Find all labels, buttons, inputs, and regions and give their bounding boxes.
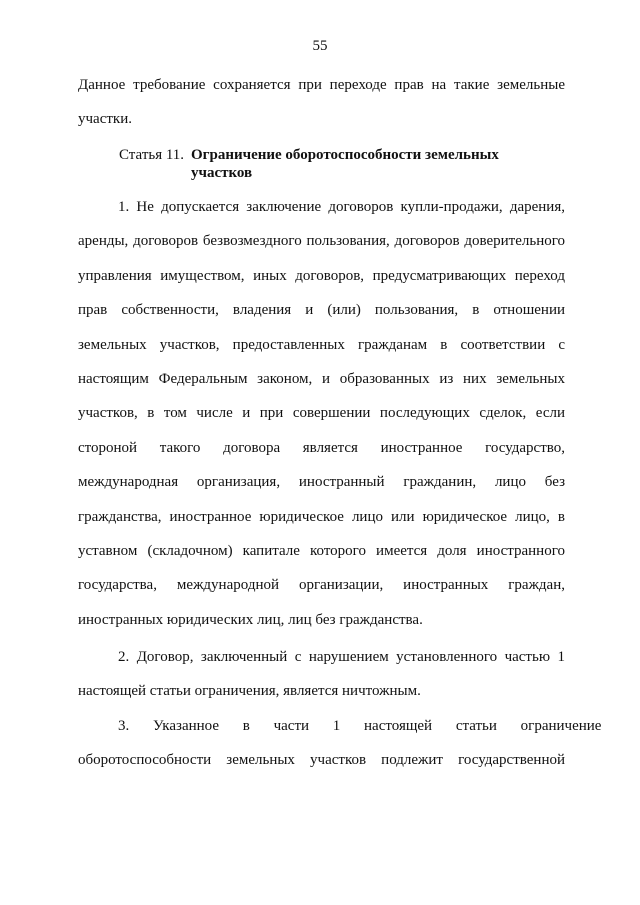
paragraph-2 <box>78 640 565 709</box>
paragraph-1-line-2: аренды, договоров безвозмездного пользования, договоров доверительного <box>78 233 565 250</box>
paragraph-1-line-10: гражданства, иностранное юридическое лицо или юридическое лицо, в <box>78 508 565 525</box>
paragraph-3 <box>78 709 602 778</box>
paragraph-1-line-11: уставном (складочном) капитале которого имеется доля иностранного <box>78 543 565 560</box>
intro-paragraph <box>78 68 565 137</box>
article-title-line-1: Ограничение оборотоспособности земельных <box>191 147 499 163</box>
paragraph-2-line-2: настоящей статьи ограничения, является ничтожным. <box>78 683 421 700</box>
paragraph-1-line-4: прав собственности, владения и (или) пользования, в отношении <box>78 302 565 319</box>
page-number: 55 <box>312 38 328 54</box>
paragraph-1-line-1: 1. Не допускается заключение договоров купли-продажи, дарения, <box>118 199 565 215</box>
intro-line-1: Данное требование сохраняется при переходе прав на такие земельные <box>78 77 565 93</box>
paragraph-1 <box>78 190 565 637</box>
paragraph-1-line-9: международная организация, иностранный гражданин, лицо без <box>78 474 565 491</box>
paragraph-1-line-13: иностранных юридических лиц, лиц без гражданства. <box>78 611 423 628</box>
article-title-line-2: участков <box>191 165 253 181</box>
paragraph-1-line-5: земельных участков, предоставленных гражданам в соответствии с <box>78 336 565 353</box>
article-label: Статья 11. <box>119 147 185 163</box>
paragraph-1-line-6: настоящим Федеральным законом, и образованных из них земельных <box>78 371 565 388</box>
article-heading <box>119 146 511 182</box>
paragraph-1-line-8: стороной такого договора является иностранное государство, <box>78 439 565 456</box>
paragraph-3-line-2: оборотоспособности земельных участков подлежит государственной <box>78 752 565 769</box>
paragraph-1-line-3: управления имуществом, иных договоров, предусматривающих переход <box>78 267 565 284</box>
paragraph-2-line-1: 2. Договор, заключенный с нарушением установленного частью 1 <box>118 649 565 665</box>
paragraph-1-line-12: государства, международной организации, иностранных граждан, <box>78 577 565 594</box>
article-title <box>191 146 511 182</box>
paragraph-3-line-1: 3. Указанное в части 1 настоящей статьи ограничение <box>118 718 602 734</box>
intro-line-2: участки. <box>78 111 132 128</box>
paragraph-1-line-7: участков, в том числе и при совершении последующих сделок, если <box>78 405 565 422</box>
